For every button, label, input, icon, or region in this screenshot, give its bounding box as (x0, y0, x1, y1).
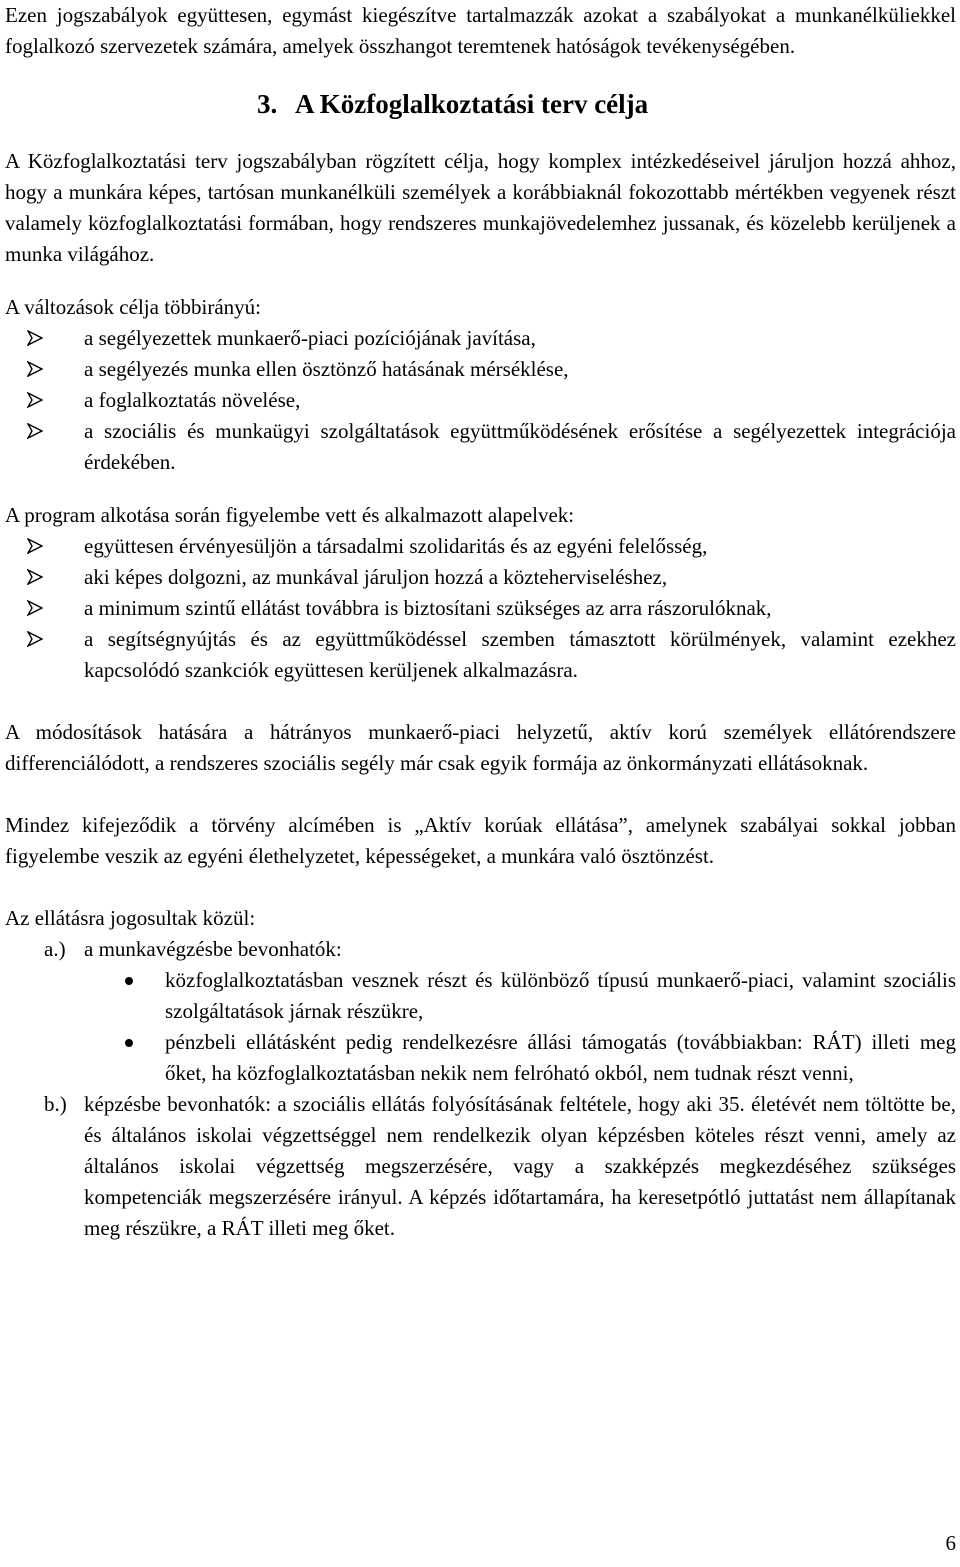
document-page (5, 0, 956, 1244)
intro-paragraph: Ezen jogszabályok együttesen, egymást kiegészítve tartalmazzák azokat a szabályokat a munkanélküliekkel foglalkozó szervezetek számára, amelyek összhangot teremtenek hatóságok tevékenységében. (5, 3, 956, 58)
principles-list (5, 531, 956, 686)
section-heading (5, 87, 956, 121)
arrow-bullet-icon (27, 631, 43, 647)
list-item: a minimum szintű ellátást továbbra is biztosítani szükséges az arra rászorulóknak, (5, 593, 956, 624)
bullet-dot-icon (125, 1039, 133, 1047)
list-marker: a.) (44, 937, 66, 961)
section-number: 3. (257, 89, 278, 119)
arrow-bullet-icon (27, 423, 43, 439)
changes-lead: A változások célja többirányú: (5, 295, 262, 319)
eligible-a-bullets (5, 965, 956, 1089)
modifications-paragraph: A módosítások hatására a hátrányos munkaerő-piaci helyzetű, aktív korú személyek ellátórendszere differenciálódott, a rendszeres szociális segély már csak egyik formája az önkormányzati ellátásoknak. (5, 720, 956, 775)
list-item: a foglalkoztatás növelése, (5, 385, 956, 416)
arrow-bullet-icon (27, 600, 43, 616)
list-item: együttesen érvényesüljön a társadalmi szolidaritás és az egyéni felelősség, (5, 531, 956, 562)
list-item: aki képes dolgozni, az munkával járuljon hozzá a közteherviseléshez, (5, 562, 956, 593)
arrow-bullet-icon (27, 538, 43, 554)
page-number: 6 (945, 1531, 956, 1555)
eligible-lead: Az ellátásra jogosultak közül: (5, 906, 256, 930)
list-item: a segélyezettek munkaerő-piaci pozíciójának javítása, (5, 323, 956, 354)
list-marker: b.) (44, 1092, 67, 1116)
eligible-item-a (5, 934, 956, 1089)
list-item: közfoglalkoztatásban vesznek részt és különböző típusú munkaerő-piaci, valamint szociális szolgáltatások járnak részükre, (5, 965, 956, 1027)
arrow-bullet-icon (27, 330, 43, 346)
section-title: A Közfoglalkoztatási terv célja (295, 89, 649, 119)
goal-paragraph: A Közfoglalkoztatási terv jogszabályban rögzített célja, hogy komplex intézkedéseivel járuljon hozzá ahhoz, hogy a munkára képes, tartósan munkanélküli személyek a korábbiaknál fokozottabb mértékben vegyenek részt valamely közfoglalkoztatási formában, hogy rendszeres munkajövedelemhez jussanak, és közelebb kerüljenek a munka világához. (5, 149, 956, 266)
eligible-item-b-text: képzésbe bevonhatók: a szociális ellátás folyósításának feltétele, hogy aki 35. életévét nem töltötte be, és általános iskolai végzettséggel nem rendelkezik olyan képzésben köteles részt venni, amely az általános iskolai végzettség megszerzésére, vagy a szakképzés megkezdéséhez szükséges kompetenciák megszerzésére irányul. A képzés időtartamára, ha keresetpótló juttatást nem állapítanak meg részükre, a RÁT illeti meg őket. (84, 1092, 956, 1240)
eligible-item-b (5, 1089, 956, 1244)
arrow-bullet-icon (27, 569, 43, 585)
principles-lead: A program alkotása során figyelembe vett és alkalmazott alapelvek: (5, 503, 575, 527)
arrow-bullet-icon (27, 361, 43, 377)
bullet-dot-icon (125, 977, 133, 985)
eligible-list (5, 934, 956, 1244)
eligible-item-a-title: a munkavégzésbe bevonhatók: (84, 937, 342, 961)
expression-paragraph: Mindez kifejeződik a törvény alcímében is „Aktív korúak ellátása”, amelynek szabályai sokkal jobban figyelembe veszik az egyéni élethelyzetet, képességeket, a munkára való ösztönzést. (5, 813, 956, 868)
list-item: a segítségnyújtás és az együttműködéssel szemben támasztott körülmények, valamint ezekhez kapcsolódó szankciók együttesen kerüljenek alkalmazásra. (5, 624, 956, 686)
list-item: pénzbeli ellátásként pedig rendelkezésre állási támogatás (továbbiakban: RÁT) illeti meg őket, ha közfoglalkoztatásban nekik nem felróható okból, nem tudnak részt venni, (5, 1027, 956, 1089)
arrow-bullet-icon (27, 392, 43, 408)
list-item: a segélyezés munka ellen ösztönző hatásának mérséklése, (5, 354, 956, 385)
list-item: a szociális és munkaügyi szolgáltatások együttműködésének erősítése a segélyezettek integrációja érdekében. (5, 416, 956, 478)
changes-list (5, 323, 956, 478)
